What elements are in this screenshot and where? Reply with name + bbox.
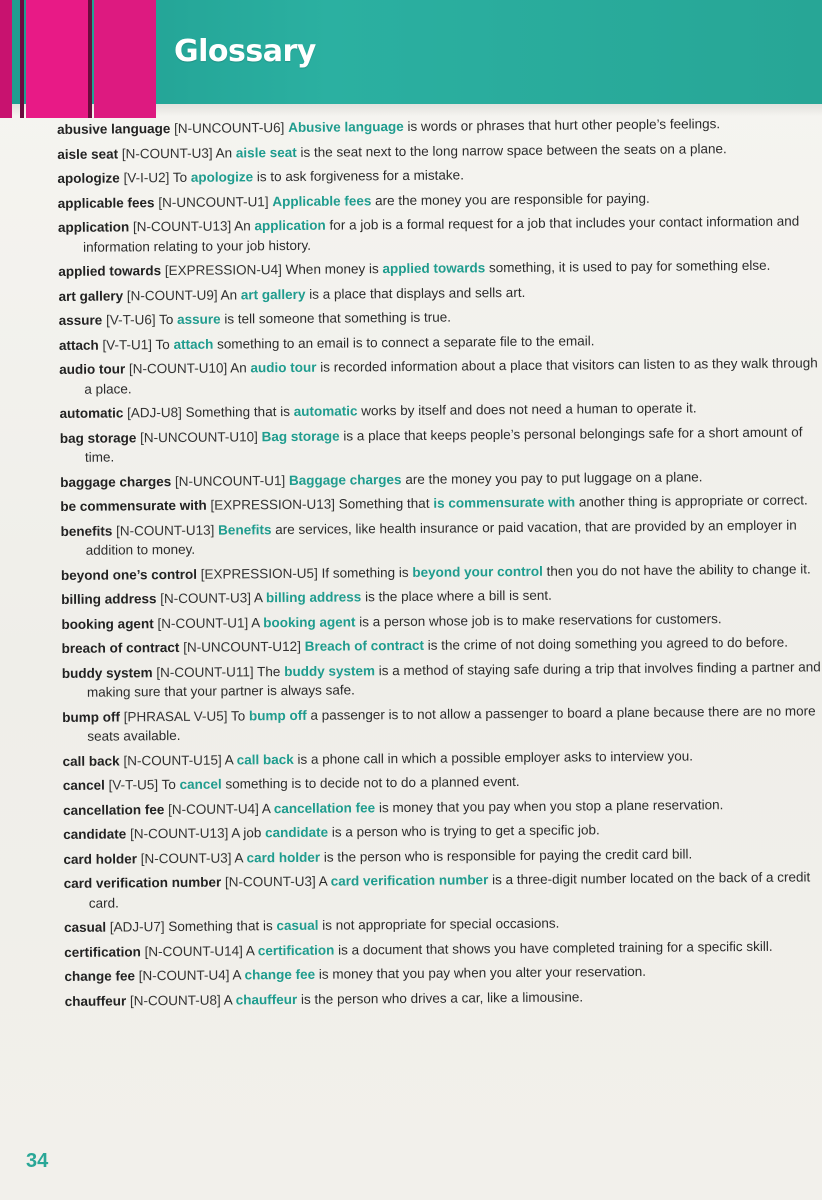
part-of-speech-tag: [N-COUNT-U3]: [224, 873, 316, 890]
part-of-speech-tag: [N-COUNT-U3]: [140, 850, 232, 866]
highlighted-term: cancel: [179, 776, 222, 792]
part-of-speech-tag: [N-COUNT-U15]: [123, 752, 222, 768]
definition-text: is not appropriate for special occasions.: [318, 915, 560, 933]
part-of-speech-tag: [N-UNCOUNT-U10]: [140, 428, 258, 445]
definition-text: The: [253, 663, 285, 679]
highlighted-term: beyond your control: [412, 563, 543, 580]
glossary-term: applied towards: [58, 263, 162, 279]
tab-decoration: [94, 0, 156, 118]
glossary-entry: [64, 936, 822, 962]
definition-text: is a person who is trying to get a specific job.: [328, 822, 600, 840]
glossary-entry: [61, 608, 822, 634]
definition-text: is words or phrases that hurt other people’s feelings.: [403, 116, 721, 134]
part-of-speech-tag: [N-UNCOUNT-U12]: [183, 638, 301, 655]
definition-text: works by itself and does not need a human to operate it.: [357, 400, 697, 419]
glossary-term: breach of contract: [61, 639, 180, 656]
glossary-term: abusive language: [57, 121, 171, 137]
highlighted-term: candidate: [265, 824, 329, 841]
glossary-term: audio tour: [59, 361, 126, 377]
definition-text: A: [220, 991, 236, 1008]
definition-text: An: [212, 144, 236, 161]
definition-text: To: [169, 169, 191, 186]
glossary-term: apologize: [57, 170, 120, 186]
glossary-term: change fee: [64, 968, 136, 984]
glossary-term: aisle seat: [57, 145, 119, 162]
glossary-entry: [61, 559, 822, 585]
glossary-entry: [64, 960, 822, 986]
part-of-speech-tag: [N-UNCOUNT-U1]: [174, 472, 286, 489]
part-of-speech-tag: [N-COUNT-U9]: [126, 287, 218, 303]
glossary-term: call back: [62, 752, 120, 769]
highlighted-term: applied towards: [382, 260, 486, 277]
definition-text: is the place where a bill is sent.: [361, 587, 552, 605]
definition-text: is money that you pay when you alter your reservation.: [315, 963, 647, 982]
part-of-speech-tag: [N-COUNT-U4]: [168, 800, 259, 817]
highlighted-term: application: [254, 217, 326, 234]
glossary-entry: [58, 211, 822, 257]
highlighted-term: buddy system: [284, 662, 376, 679]
part-of-speech-tag: [V-I-U2]: [123, 170, 170, 186]
glossary-term: attach: [58, 337, 99, 353]
highlighted-term: Bag storage: [261, 428, 340, 444]
part-of-speech-tag: [N-COUNT-U3]: [121, 145, 213, 161]
highlighted-term: casual: [276, 917, 319, 934]
glossary-entry: [64, 911, 822, 937]
highlighted-term: Baggage charges: [288, 471, 402, 488]
definition-text: something to an email is to connect a separate file to the email.: [213, 332, 595, 352]
highlighted-term: certification: [257, 942, 335, 958]
glossary-term: casual: [63, 919, 107, 935]
highlighted-term: Abusive language: [288, 118, 404, 135]
glossary-entry: [60, 490, 822, 516]
glossary-term: bag storage: [59, 429, 137, 446]
glossary-term: assure: [58, 312, 103, 328]
glossary-term: card holder: [63, 850, 138, 867]
definition-text: is a place that displays and sells art.: [305, 284, 526, 302]
definition-text: A: [229, 967, 245, 983]
highlighted-term: art gallery: [240, 286, 306, 302]
highlighted-term: card holder: [246, 849, 321, 865]
glossary-entry: [64, 867, 822, 913]
part-of-speech-tag: [EXPRESSION-U5]: [200, 565, 318, 582]
highlighted-term: Benefits: [218, 521, 272, 538]
definition-text: is a place that keeps people’s personal belongings safe for a short amount of time.: [84, 424, 803, 465]
definition-text: another thing is appropriate or correct.: [575, 492, 808, 510]
part-of-speech-tag: [N-COUNT-U13]: [132, 218, 232, 235]
glossary-entry: [57, 138, 822, 164]
definition-text: is the crime of not doing something you agreed to do before.: [423, 634, 788, 653]
glossary-entry: [58, 255, 822, 281]
highlighted-term: assure: [177, 311, 221, 327]
part-of-speech-tag: [N-COUNT-U4]: [138, 967, 230, 984]
glossary-term: art gallery: [58, 287, 124, 304]
glossary-term: certification: [64, 943, 141, 960]
highlighted-term: card verification number: [330, 872, 489, 889]
part-of-speech-tag: [N-COUNT-U11]: [156, 663, 254, 680]
part-of-speech-tag: [N-COUNT-U14]: [144, 942, 243, 959]
definition-text: is tell someone that something is true.: [220, 309, 452, 327]
definition-text: is the seat next to the long narrow space between the seats on a plane.: [296, 140, 727, 160]
definition-text: are the money you are responsible for paying.: [371, 190, 650, 208]
glossary-entry: [60, 422, 822, 468]
glossary-term: application: [57, 219, 130, 235]
definition-text: is the person who is responsible for paying the credit card bill.: [319, 845, 693, 865]
glossary-entry: [63, 843, 822, 869]
definition-text: When money is: [281, 261, 383, 278]
definition-text: If something is: [317, 564, 413, 581]
part-of-speech-tag: [N-COUNT-U13]: [116, 522, 215, 538]
definition-text: An: [227, 360, 251, 376]
part-of-speech-tag: [EXPRESSION-U4]: [164, 262, 282, 279]
highlighted-term: audio tour: [250, 359, 317, 376]
part-of-speech-tag: [N-UNCOUNT-U1]: [158, 193, 269, 210]
glossary-term: candidate: [63, 826, 127, 842]
glossary-entry: [61, 515, 822, 561]
glossary-term: automatic: [59, 405, 124, 421]
definition-text: A: [231, 849, 247, 866]
highlighted-term: aisle seat: [235, 144, 297, 160]
definition-text: A job: [228, 825, 266, 841]
glossary-term: buddy system: [61, 664, 153, 681]
highlighted-term: Applicable fees: [272, 192, 372, 209]
glossary-entry: [58, 280, 822, 306]
part-of-speech-tag: [N-COUNT-U10]: [128, 360, 228, 377]
glossary-term: benefits: [60, 523, 113, 539]
glossary-term: beyond one’s control: [60, 566, 198, 583]
definition-text: is a person whose job is to make reservations for customers.: [355, 610, 722, 629]
definition-text: A: [242, 942, 258, 958]
definition-text: is a method of staying safe during a trip that involves finding a partner and making sure that your partner is always safe.: [86, 658, 821, 700]
definition-text: A: [221, 751, 237, 768]
tab-divider: [88, 0, 92, 118]
glossary-term: be commensurate with: [60, 497, 207, 514]
definition-text: Something that: [334, 495, 434, 512]
definition-text: then you do not have the ability to change it.: [542, 560, 811, 579]
definition-text: Something that is: [181, 403, 294, 420]
definition-text: A: [258, 800, 274, 816]
part-of-speech-tag: [N-COUNT-U1]: [157, 614, 249, 631]
glossary-list: [57, 113, 822, 1016]
highlighted-term: attach: [173, 336, 214, 352]
highlighted-term: Breach of contract: [304, 637, 425, 654]
part-of-speech-tag: [V-T-U6]: [105, 312, 156, 328]
glossary-entry: [59, 329, 822, 355]
glossary-term: cancellation fee: [62, 801, 165, 818]
definition-text: are services, like health insurance or paid vacation, that are provided by an employer in addition to money.: [85, 517, 797, 558]
glossary-term: booking agent: [61, 615, 154, 632]
definition-text: a passenger is to not allow a passenger to board a plane because there are no more seats available.: [87, 702, 816, 744]
page-number: 34: [26, 1150, 49, 1172]
glossary-term: bump off: [62, 708, 121, 725]
highlighted-term: cancellation fee: [273, 799, 376, 816]
highlighted-term: booking agent: [263, 613, 356, 630]
glossary-entry: [57, 162, 822, 188]
definition-text: is a document that shows you have completed training for a specific skill.: [334, 938, 773, 958]
definition-text: A: [250, 590, 267, 606]
definition-text: something is to decide not to do a planned event.: [221, 773, 520, 792]
definition-text: To: [155, 311, 178, 328]
glossary-entry: [65, 985, 822, 1011]
definition-text: A: [315, 873, 331, 889]
definition-text: To: [151, 336, 174, 352]
definition-text: is a three-digit number located on the back of a credit card.: [88, 869, 811, 911]
glossary-entry: [59, 304, 822, 330]
tab-decoration: [0, 0, 12, 118]
glossary-entry: [63, 818, 822, 844]
definition-text: is to ask forgiveness for a mistake.: [253, 167, 464, 185]
part-of-speech-tag: [N-COUNT-U3]: [160, 590, 252, 607]
definition-text: for a job is a formal request for a job that includes your contact information and information relating to your job history.: [83, 213, 800, 255]
glossary-entry: [58, 187, 822, 213]
part-of-speech-tag: [N-COUNT-U8]: [129, 992, 221, 1008]
definition-text: something, it is used to pay for something else.: [485, 257, 771, 276]
page-title: Glossary: [174, 34, 316, 69]
part-of-speech-tag: [V-T-U1]: [102, 336, 153, 353]
glossary-term: applicable fees: [57, 194, 155, 211]
definition-text: is a phone call in which a possible employer asks to interview you.: [293, 747, 693, 767]
part-of-speech-tag: [ADJ-U8]: [127, 404, 182, 421]
glossary-entry: [59, 353, 822, 399]
part-of-speech-tag: [V-T-U5]: [108, 777, 159, 793]
highlighted-term: chauffeur: [235, 991, 298, 1007]
glossary-term: card verification number: [63, 874, 222, 891]
highlighted-term: apologize: [190, 169, 254, 185]
definition-text: is money that you pay when you stop a plane reservation.: [375, 796, 724, 815]
definition-text: An: [217, 286, 241, 303]
glossary-term: billing address: [61, 591, 157, 607]
tab-divider: [20, 0, 24, 118]
highlighted-term: change fee: [244, 966, 316, 983]
definition-text: To: [158, 776, 180, 793]
part-of-speech-tag: [PHRASAL V-U5]: [123, 708, 228, 724]
definition-text: is recorded information about a place that visitors can listen to as they walk through a place.: [84, 355, 818, 397]
definition-text: To: [227, 707, 250, 724]
part-of-speech-tag: [EXPRESSION-U13]: [210, 496, 336, 513]
glossary-entry: [62, 632, 822, 658]
glossary-term: cancel: [62, 777, 105, 793]
part-of-speech-tag: [N-UNCOUNT-U6]: [174, 120, 285, 136]
definition-text: An: [231, 218, 255, 234]
highlighted-term: bump off: [248, 707, 307, 723]
highlighted-term: is commensurate with: [433, 494, 576, 511]
glossary-term: baggage charges: [60, 473, 172, 490]
definition-text: is the person who drives a car, like a limousine.: [297, 988, 584, 1007]
glossary-term: chauffeur: [64, 992, 127, 1009]
definition-text: A: [248, 614, 264, 630]
definition-text: Something that is: [164, 918, 277, 935]
glossary-entry: [59, 397, 822, 423]
highlighted-term: automatic: [293, 403, 358, 419]
glossary-entry: [63, 769, 822, 795]
highlighted-term: billing address: [265, 589, 362, 606]
part-of-speech-tag: [N-COUNT-U13]: [129, 825, 229, 842]
glossary-entry: [62, 657, 822, 703]
glossary-entry: [62, 701, 822, 747]
glossary-entry: [61, 583, 822, 609]
tab-decoration: [26, 0, 88, 118]
glossary-entry: [60, 466, 822, 492]
definition-text: are the money you pay to put luggage on a plane.: [401, 468, 703, 487]
highlighted-term: call back: [236, 751, 294, 767]
glossary-entry: [63, 794, 822, 820]
part-of-speech-tag: [ADJ-U7]: [109, 919, 165, 935]
glossary-entry: [63, 745, 822, 771]
